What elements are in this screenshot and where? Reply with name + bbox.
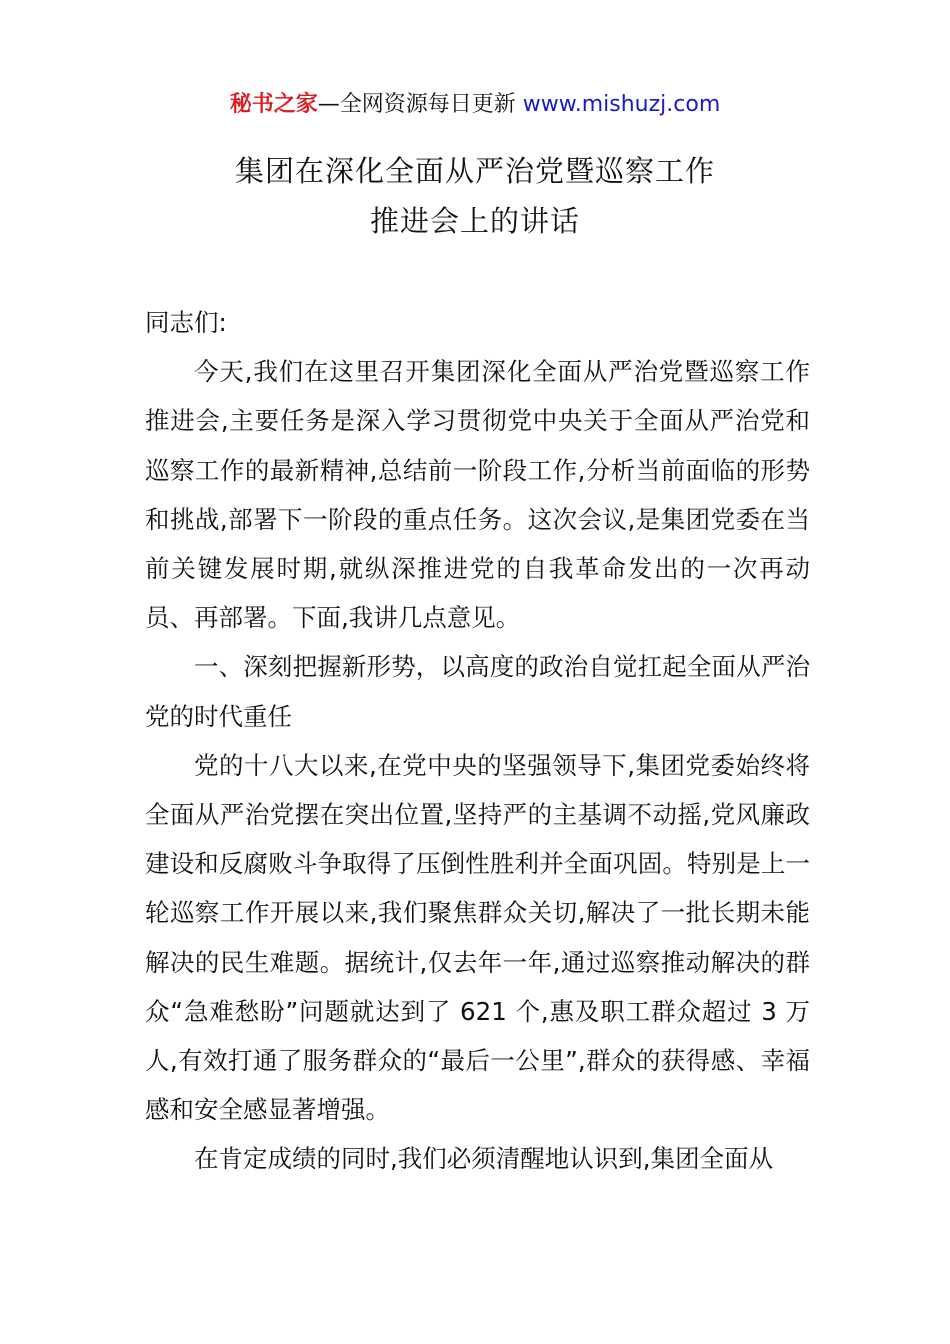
document-body [145, 298, 810, 1184]
title-line-1: 集团在深化全面从严治党暨巡察工作 [234, 154, 715, 188]
paragraph-challenges: 在肯定成绩的同时,我们必须清醒地认识到,集团全面从 [194, 1144, 774, 1174]
salutation: 同志们: [145, 308, 227, 337]
site-url-link[interactable]: www.mishuzj.com [522, 92, 721, 117]
paragraph-achievements: 党的十八大以来,在党中央的坚强领导下,集团党委始终将全面从严治党摆在突出位置,坚持严的主基调不动摇,党风廉政建设和反腐败斗争取得了压倒性胜利并全面巩固。特别是上一轮巡察工作开展以来,我们聚焦群众关切,解决了一批长期未能解决的民生难题。据统计,仅去年一年,通过巡察推动解决的群众“急难愁盼”问题就达到了 621 个,惠及职工群众超过 3 万人,有效打通了服务群众的“最后一公里”,群众的获得感、幸福感和安全感显著增强。 [145, 750, 810, 1125]
title-line-2: 推进会上的讲话 [369, 204, 580, 238]
brand-name: 秘书之家 [229, 92, 318, 117]
section-heading-1: 一、深刻把握新形势，以高度的政治自觉扛起全面从严治党的时代重任 [145, 652, 810, 731]
paragraph-intro: 今天,我们在这里召开集团深化全面从严治党暨巡察工作推进会,主要任务是深入学习贯彻党中央关于全面从严治党和巡察工作的最新精神,总结前一阶段工作,分析当前面临的形势和挑战,部署下一阶段的重点任务。这次会议,是集团党委在当前关键发展时期,就纵深推进党的自我革命发出的一次再动员、再部署。下面,我讲几点意见。 [145, 357, 810, 633]
header-tagline: —全网资源每日更新 [317, 92, 523, 117]
site-header [0, 90, 950, 120]
document-title [0, 146, 950, 246]
